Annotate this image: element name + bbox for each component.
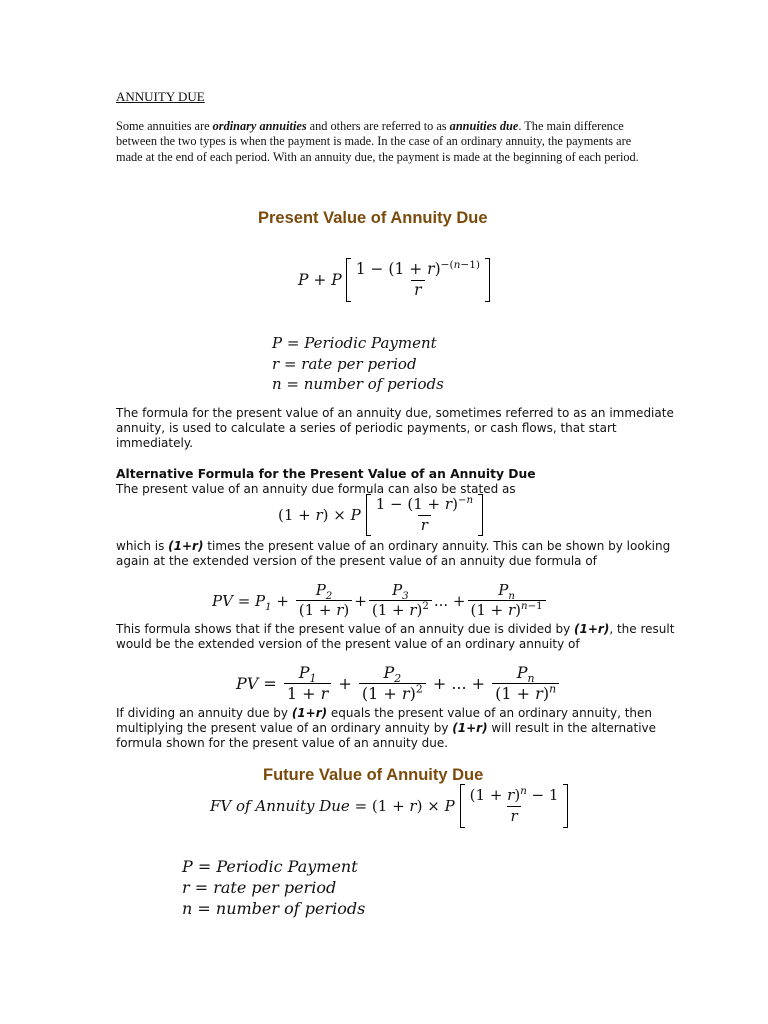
alt-p4-text-a: If dividing an annuity due by [116,706,292,720]
alt-p3-text-a: This formula shows that if the present value of an annuity due is divided by [116,622,575,636]
alt-heading: Alternative Formula for the Present Value of an Annuity Due [116,467,536,481]
fv-heading: Future Value of Annuity Due [263,766,484,784]
alt-section [116,467,676,497]
pv-definitions [272,333,444,395]
term-annuities-due: annuities due [449,119,519,133]
alt-p3-term: (1+r) [574,622,610,636]
pv-def-rate: r = rate per period [272,354,417,373]
alt-line1: The present value of an annuity due formula can also be stated as [116,482,516,497]
intro-text-1: Some annuities are [116,119,213,133]
pv-heading: Present Value of Annuity Due [258,209,488,227]
fv-formula: FV of Annuity Due = (1 + r) × P $\frac{(1 + r)^n - 1}{r}$ [210,784,568,828]
alt-p4-text-c: will result in the alternative formula shown for the present value of an annuity due. [116,721,657,751]
pv-ordinary-formula: PV = $\frac{P_1}{1 + r}$ + $\frac{P_2}{(1 + r)^2}$ + ... + $\frac{P_n}{(1 + r)^n}$ [236,664,561,704]
pv-description: The formula for the present value of an annuity due, sometimes referred to as an immediate annuity, is used to calculate a series of periodic payments, or cash flows, that start immediately. [116,406,674,451]
intro-text-3: . The main difference between the two types is when the payment is made. In the case of an ordinary annuity, the payments are made at the end of each period. With an annuity due, the payment is made at the beginning of each period. [116,119,639,164]
fv-def-periods: n = number of periods [182,899,366,918]
fv-formula-lhs: FV of Annuity Due [210,797,350,815]
alt-paragraph-2 [116,539,676,569]
alt-p4-term-2: (1+r) [452,721,488,736]
alt-p4-term-1: (1+r) [291,706,328,720]
fv-def-payment: P = Periodic Payment [182,857,358,876]
alt-p2-text-a: which is [116,539,169,553]
intro-text-2: and others are referred to as [306,119,450,133]
pv-extended-formula: PV = $P_1$ + $\frac{P_2}{(1 + r)}$ + $\frac{P_3}{(1 + r)^2}$ ... + $\frac{P_n}{(1 + r)^{n-1}}$ [212,582,548,620]
pv-formula: P + P $\frac{1 - (1 + r)^{-(n-1)}}{r}$ [298,258,490,302]
alt-formula: (1 + r) × P $\frac{1 - (1 + r)^{-n}}{r}$ [278,494,483,536]
alt-p2-text-b: times the present value of an ordinary annuity. This can be shown by looking again at the extended version of the present value of an annuity due formula of [116,539,671,569]
pv-def-payment: P = Periodic Payment [272,334,437,352]
document-title: ANNUITY DUE [116,89,205,104]
alt-paragraph-3 [116,622,676,652]
alt-p2-term: (1+r) [168,539,204,553]
fv-def-rate: r = rate per period [182,878,337,897]
intro-paragraph [116,119,656,165]
term-ordinary-annuities: ordinary annuities [212,119,307,133]
alt-paragraph-4 [116,706,676,751]
alt-p4-text-b: equals the present value of an ordinary annuity, then multiplying the present value of an ordinary annuity by [116,706,653,736]
alt-p3-text-b: , the result would be the extended version of the present value of an ordinary annuity of [116,622,675,652]
pv-def-periods: n = number of periods [272,375,444,393]
fv-definitions [182,856,365,919]
